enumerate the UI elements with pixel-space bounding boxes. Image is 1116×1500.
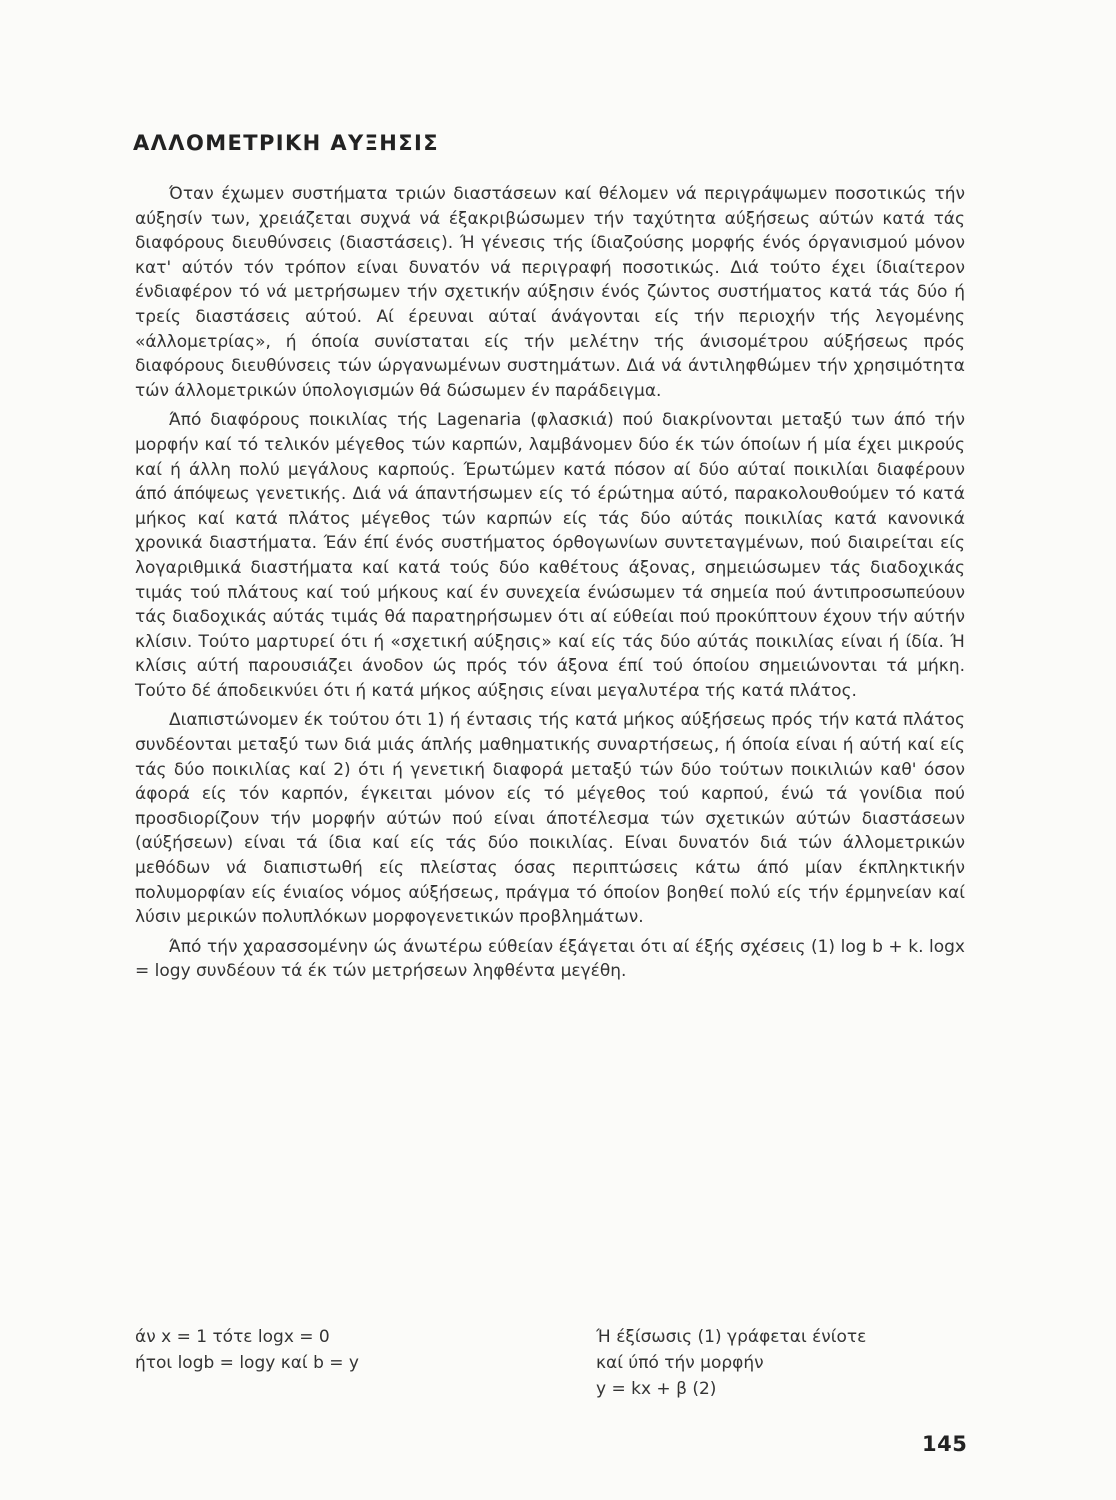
paragraph-4: Άπό τήν χαρασσομένην ώς άνωτέρω εύθείαν έξάγεται ότι αί έξής σχέσεις (1) log b + k. logx = logy συνδέουν τά έκ τών μετρήσεων ληφθέντα μεγέθη.: [135, 936, 965, 982]
page-number: 145: [922, 1432, 968, 1456]
equations-right: [596, 1324, 976, 1402]
equations-left: [135, 1324, 575, 1376]
equation-line: ήτοι logb = logy καί b = y: [135, 1353, 359, 1373]
body-text: [135, 182, 965, 989]
equation-line: Ή έξίσωσις (1) γράφεται ένίοτε: [596, 1327, 867, 1347]
paragraph-1: Όταν έχωμεν συστήματα τριών διαστάσεων καί θέλομεν νά περιγράψωμεν ποσοτικώς τήν αύξησίν των, χρειάζεται συχνά νά έξακριβώσωμεν τήν ταχύτητα αύξήσεως αύτών κατά τάς διαφόρους διευθύνσεις (διαστάσεις). Ή γένεσις τής ίδιαζούσης μορφής ένός όργανισμού μόνον κατ' αύτόν τόν τρόπον είναι δυνατόν νά περιγραφή ποσοτικώς. Διά τούτο έχει ίδιαίτερον ένδιαφέρον τό νά μετρήσωμεν τήν σχετικήν αύξησιν ένός ζώντος συστήματος κατά τάς δύο ή τρείς διαστάσεις αύτού. Αί έρευναι αύταί άνάγονται είς τήν περιοχήν τής λεγομένης «άλλομετρίας», ή όποία συνίσταται είς τήν μελέτην τής άνισομέτρου αύξήσεως πρός διαφόρους διευθύνσεις τών ώργανωμένων συστημάτων. Διά νά άντιληφθώμεν τήν χρησιμότητα τών άλλομετρικών ύπολογισμών θά δώσωμεν έν παράδειγμα.: [135, 184, 965, 401]
equation-line: καί ύπό τήν μορφήν: [596, 1353, 764, 1373]
page-title: ΑΛΛΟΜΕΤΡΙΚΗ ΑΥΞΗΣΙΣ: [133, 131, 439, 155]
equation-line: y = kx + β (2): [596, 1379, 717, 1399]
equation-line: άν x = 1 τότε logx = 0: [135, 1327, 330, 1347]
paragraph-2: Άπό διαφόρους ποικιλίας τής Lagenaria (φλασκιά) πού διακρίνονται μεταξύ των άπό τήν μορφήν καί τό τελικόν μέγεθος τών καρπών, λαμβάνομεν δύο έκ τών όποίων ή μία έχει μικρούς καί ή άλλη πολύ μεγάλους καρπούς. Έρωτώμεν κατά πόσον αί δύο αύταί ποικιλίαι διαφέρουν άπό άπόψεως γενετικής. Διά νά άπαντήσωμεν είς τό έρώτημα αύτό, παρακολουθούμεν τό κατά μήκος καί κατά πλάτος μέγεθος τών καρπών είς τάς δύο αύτάς ποικιλίας κατά κανονικά χρονικά διαστήματα. Έάν έπί ένός συστήματος όρθογωνίων συντεταγμένων, πού διαιρείται είς λογαριθμικά διαστήματα καί κατά τούς δύο καθέτους άξονας, σημειώσωμεν τάς διαδοχικάς τιμάς τού πλάτους καί τού μήκους καί έν συνεχεία ένώσωμεν τά σημεία πού άντιπροσωπεύουν τάς διαδοχικάς αύτάς τιμάς θά παρατηρήσωμεν ότι αί εύθείαι πού προκύπτουν έχουν τήν αύτήν κλίσιν. Τούτο μαρτυρεί ότι ή «σχετική αύξησις» καί είς τάς δύο αύτάς ποικιλίας είναι ή ίδία. Ή κλίσις αύτή παρουσιάζει άνοδον ώς πρός τόν άξονα έπί τού όποίου σημειώνονται τά μήκη. Τούτο δέ άποδεικνύει ότι ή κατά μήκος αύξησις είναι μεγαλυτέρα τής κατά πλάτος.: [135, 410, 965, 701]
paragraph-3: Διαπιστώνομεν έκ τούτου ότι 1) ή έντασις τής κατά μήκος αύξήσεως πρός τήν κατά πλάτος συνδέονται μεταξύ των διά μιάς άπλής μαθηματικής συναρτήσεως, ή όποία είναι ή αύτή καί είς τάς δύο ποικιλίας καί 2) ότι ή γενετική διαφορά μεταξύ τών δύο τούτων ποικιλιών καθ' όσον άφορά είς τόν καρπόν, έγκειται μόνον είς τό μέγεθος τού καρπού, ένώ τά γονίδια πού προσδιορίζουν τήν μορφήν αύτών πού είναι άποτέλεσμα τών σχετικών αύτών διαστάσεων (αύξήσεων) είναι τά ίδια καί είς τάς δύο ποικιλίας. Είναι δυνατόν διά τών άλλομετρικών μεθόδων νά διαπιστωθή είς πλείστας όσας περιπτώσεις κάτω άπό μίαν έκπληκτικήν πολυμορφίαν είς ένιαίος νόμος αύξήσεως, πράγμα τό όποίον βοηθεί πολύ είς τήν έρμηνείαν καί λύσιν μερικών πολυπλόκων μορφογενετικών προβλημάτων.: [135, 710, 965, 928]
